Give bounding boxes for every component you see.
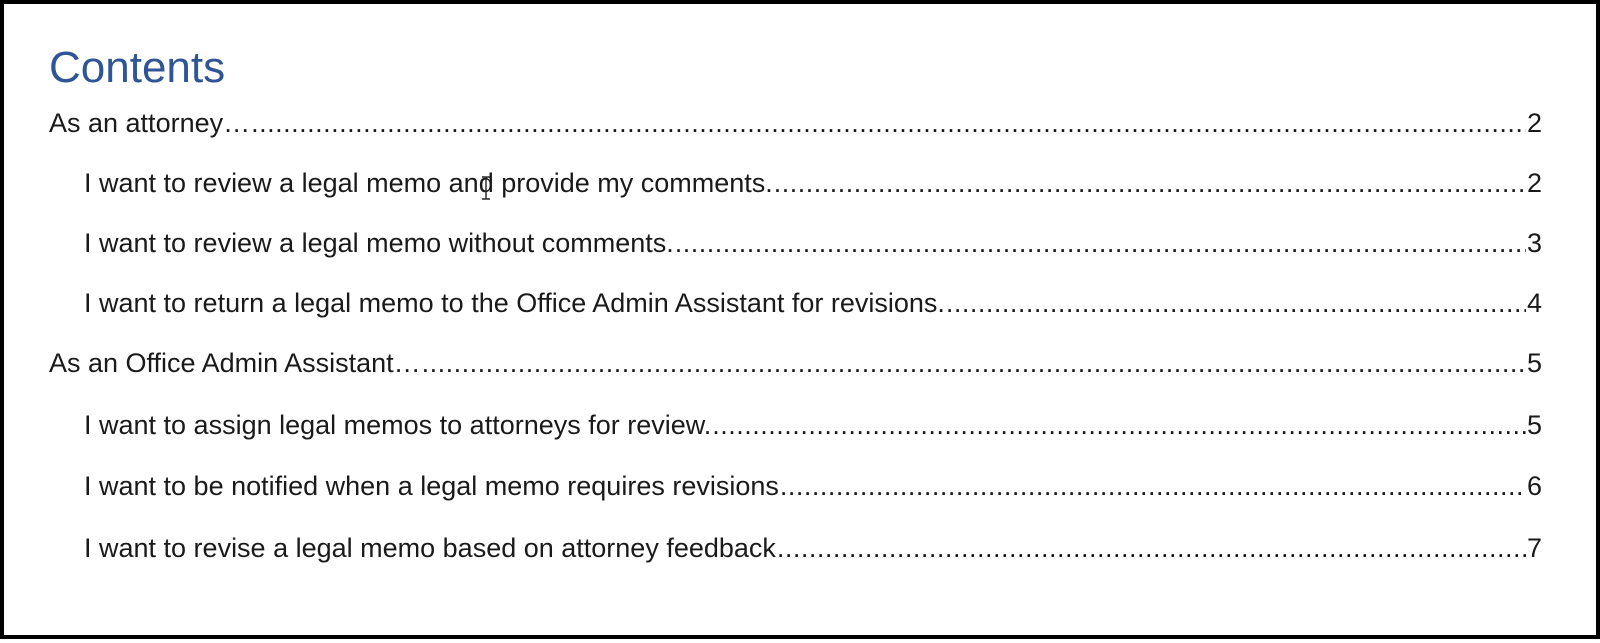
- toc-entry-title: I want to be notified when a legal memo requires revisions: [84, 471, 779, 501]
- table-of-contents: [4, 4, 1600, 643]
- toc-entry-title: I want to assign legal memos to attorneys for review.: [84, 410, 712, 440]
- toc-leader-dots: [422, 345, 1526, 381]
- toc-page-number: 4: [1526, 288, 1542, 318]
- toc-entry-title: I want to review a legal memo without comments.: [84, 228, 674, 258]
- toc-page-number: 5: [1526, 348, 1542, 378]
- toc-leader-dots: [774, 165, 1526, 201]
- toc-leader-dots: [780, 468, 1526, 504]
- toc-entry-title: As an Office Admin Assistant…: [49, 348, 421, 378]
- toc-page-number: 7: [1526, 533, 1542, 563]
- toc-entry-assign-memos[interactable]: [84, 407, 1542, 443]
- toc-leader-dots: [675, 225, 1526, 261]
- toc-page-number: 3: [1526, 228, 1542, 258]
- toc-entry-title: I want to revise a legal memo based on attorney feedback: [84, 533, 776, 563]
- text-cursor-icon: [480, 176, 492, 200]
- toc-leader-dots: [251, 105, 1526, 141]
- toc-page-number: 6: [1526, 471, 1542, 501]
- toc-entry-revise-memo[interactable]: [84, 530, 1542, 566]
- toc-entry-return-for-revisions[interactable]: [84, 285, 1542, 321]
- toc-entry-office-admin[interactable]: [49, 345, 1542, 381]
- toc-page-number: 2: [1526, 168, 1542, 198]
- toc-entry-title: As an attorney…: [49, 108, 251, 138]
- toc-entry-title: I want to review a legal memo and provide my comments.: [84, 168, 773, 198]
- toc-entry-notified-revisions[interactable]: [84, 468, 1542, 504]
- toc-entry-review-with-comments[interactable]: [84, 165, 1542, 201]
- toc-leader-dots: [777, 530, 1526, 566]
- toc-page-number: 5: [1526, 410, 1542, 440]
- toc-leader-dots: [946, 285, 1526, 321]
- toc-entry-title: I want to return a legal memo to the Office Admin Assistant for revisions.: [84, 288, 945, 318]
- toc-leader-dots: [712, 407, 1526, 443]
- toc-entry-attorney[interactable]: [49, 105, 1542, 141]
- toc-entry-review-without-comments[interactable]: [84, 225, 1542, 261]
- toc-heading: Contents: [49, 43, 226, 92]
- toc-page-number: 2: [1526, 108, 1542, 138]
